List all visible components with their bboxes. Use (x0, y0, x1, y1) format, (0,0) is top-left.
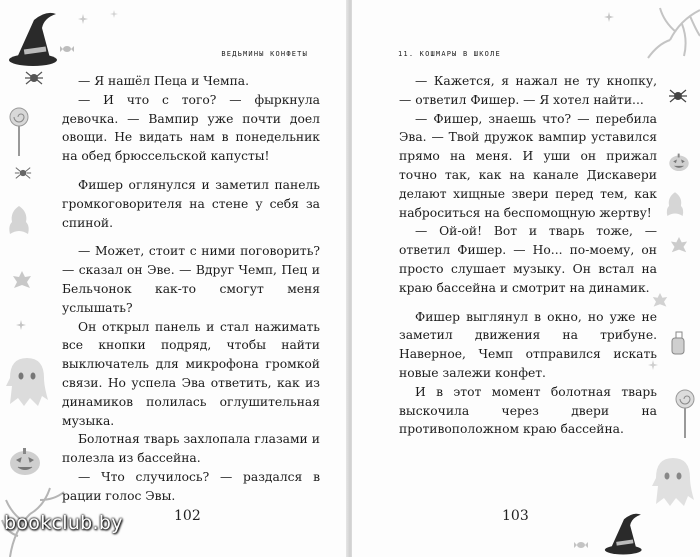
bat-icon (664, 190, 686, 220)
paragraph: — Фишер, знаешь что? — перебила Эва. — Твой дружок вампир уставился прямо на меня. И уши он прижал точно так, как на канале Дискавери делают хищные звери перед тем, как наброситься на беспомощную жертву! (399, 111, 657, 220)
paragraph: — Что случилось? — раздался в рации голос Эвы. (62, 469, 320, 503)
candy-icon (574, 540, 588, 550)
candy-icon (668, 330, 690, 358)
paragraph: — Ой-ой! Вот и тварь тоже, — ответил Фишер. — Но... по-моему, он просто слушает музыку. Он встал на краю бассейна и смотрит на динамик. (399, 224, 657, 295)
witch-hat-icon (598, 510, 650, 556)
right-page (352, 0, 700, 557)
pumpkin-icon (668, 152, 690, 172)
paragraph: — Я нашёл Пеца и Чемпа. (78, 74, 250, 88)
paragraph: Фишер выглянул в окно, но уже не заметил движения на трибуне. Наверное, Чемп отправился искать новые залежи конфет. (399, 309, 657, 380)
paragraph: — И что с того? — фыркнула девочка. — Вампир уже почти доел овощи. Не видать нам в понедельник на обед брюссельской капусты! (62, 92, 320, 164)
spider-icon (24, 68, 44, 88)
leaf-icon (670, 236, 688, 256)
star-icon (604, 12, 614, 22)
spider-icon (14, 164, 32, 182)
paragraph: — Кажется, я нажал не ту кнопку, — ответил Фишер. — Я хотел найти... (399, 74, 657, 107)
leaf-icon (12, 270, 32, 292)
running-head: ВЕДЬМИНЫ КОНФЕТЫ (221, 50, 308, 58)
body-text (399, 72, 657, 439)
page-number: 103 (502, 508, 529, 524)
ghost-icon (4, 356, 50, 408)
star-icon (110, 10, 118, 18)
lollipop-icon (8, 106, 30, 158)
paragraph: И в этот момент болотная тварь выскочила через двери на противоположном краю бассейна. (399, 384, 657, 437)
paragraph: Фишер оглянулся и заметил панель громкоговорителя на стене у себя за спиной. (62, 177, 320, 230)
paragraph: Он открыл панель и стал нажимать все кнопки подряд, чтобы найти выключатель для микрофона громкой связи. Но успела Эва ответить, как из динамиков полилась оглушительная музыка. (62, 319, 320, 428)
candy-icon (60, 44, 74, 54)
ghost-icon (650, 456, 696, 508)
witch-hat-icon (6, 8, 62, 68)
star-icon (78, 14, 88, 24)
watermark: bookclub.by (4, 512, 123, 534)
paragraph: Болотная тварь захлопала глазами и полезла из бассейна. (62, 432, 320, 466)
spider-icon (668, 86, 688, 106)
bat-icon (6, 204, 32, 238)
branch-icon (630, 0, 700, 66)
lollipop-icon (674, 386, 696, 442)
left-page (0, 0, 348, 557)
star-icon (16, 320, 26, 330)
running-head: 11. КОШМАРЫ В ШКОЛЕ (398, 50, 501, 58)
paragraph: — Может, стоит с ними поговорить? — сказал он Эве. — Вдруг Чемп, Пец и Бельчонок как-то смогут меня услышать? (62, 244, 320, 315)
body-text (62, 72, 320, 506)
page-number: 102 (174, 508, 201, 524)
